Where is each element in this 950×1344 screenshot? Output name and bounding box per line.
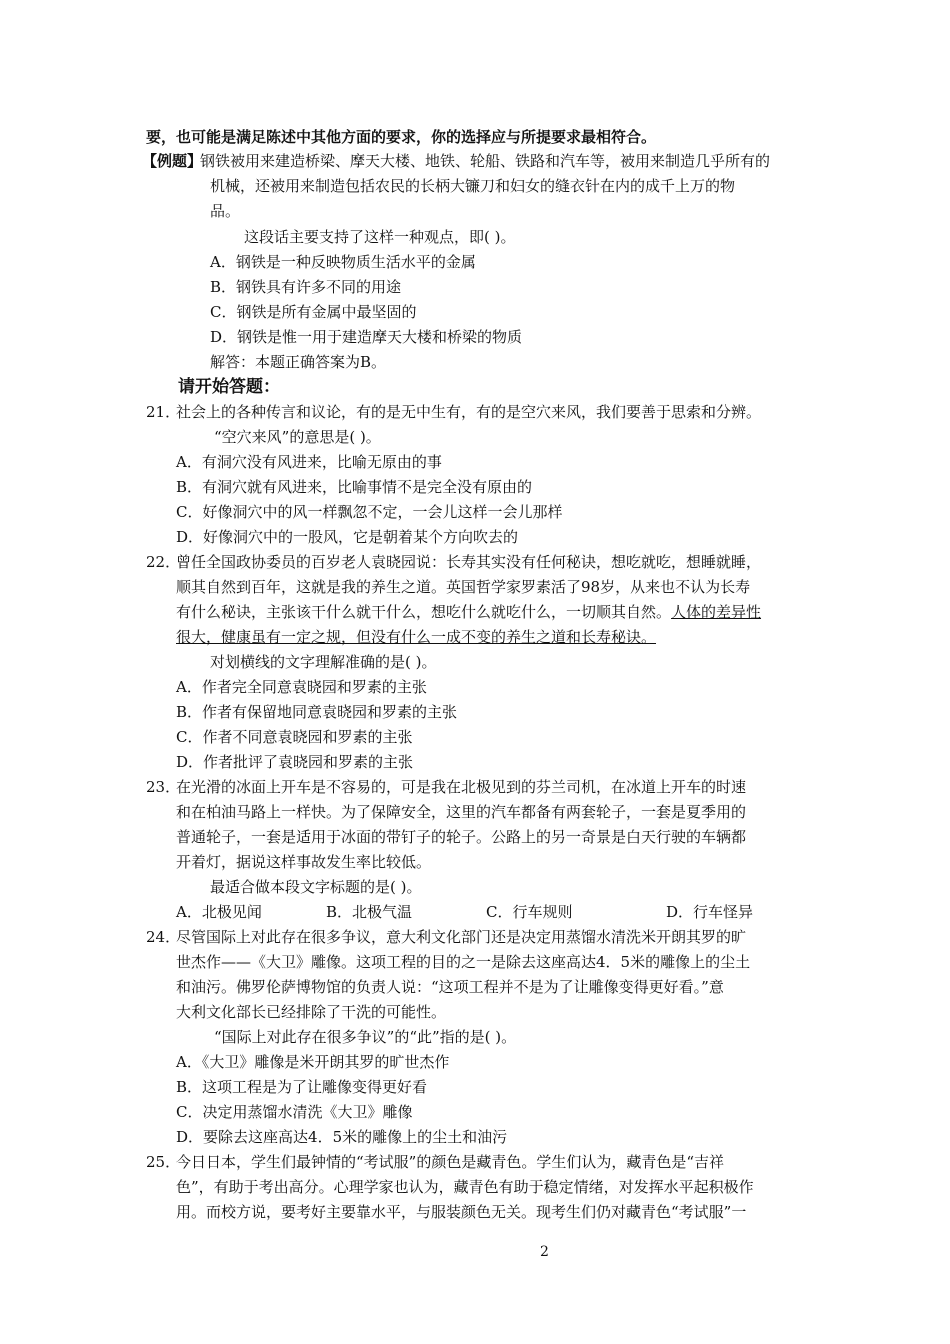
question-text-line: 曾任全国政协委员的百岁老人袁晓园说：长寿其实没有任何秘诀，想吃就吃，想睡就睡， [176,553,762,571]
question-text-line: 社会上的各种传言和议论，有的是无中生有，有的是空穴来风，我们要善于思索和分辨。 [176,403,762,421]
start-heading: 请开始答题： [178,377,280,397]
example-option: B．钢铁具有许多不同的用途 [210,278,402,296]
answer-option: D．作者批评了袁晓园和罗素的主张 [176,753,414,771]
question-text-segment: 有什么秘诀，主张该干什么就干什么，想吃什么就吃什么，一切顺其自然。 [176,603,672,621]
question-text-line: 和油污。佛罗伦萨博物馆的负责人说：“这项工程并不是为了让雕像变得更好看。”意 [176,978,724,996]
question-number: 21． [146,403,181,421]
question-text-line: 世杰作——《大卫》雕像。这项工程的目的之一是除去这座高达4．5米的雕像上的尘土 [176,953,751,971]
example-tag: 【例题】 [142,152,203,170]
answer-option: A．北极见闻 [176,903,262,921]
answer-option: C．作者不同意袁晓园和罗素的主张 [176,728,413,746]
example-option: A．钢铁是一种反映物质生活水平的金属 [210,253,476,271]
question-text-line: 普通轮子，一套是适用于冰面的带钉子的轮子。公路上的另一奇景是白天行驶的车辆都 [176,828,747,846]
page-number: 2 [540,1244,549,1260]
answer-option: C．行车规则 [486,903,573,921]
question-number: 22． [146,553,181,571]
question-number: 24． [146,928,181,946]
answer-option: B．北极气温 [326,903,413,921]
question-number: 23． [146,778,181,796]
answer-option: B．有洞穴就有风进来，比喻事情不是完全没有原由的 [176,478,533,496]
question-text-line: 今日日本，学生们最钟情的“考试服”的颜色是藏青色。学生们认为，藏青色是“吉祥 [176,1153,725,1171]
intro-text: 要，也可能是满足陈述中其他方面的要求，你的选择应与所提要求最相符合。 [146,128,657,146]
question-prompt: “空穴来风”的意思是( )。 [214,428,381,446]
question-text-line: 色”，有助于考出高分。心理学家也认为，藏青色有助于稳定情绪，对发挥水平起积极作 [176,1178,754,1196]
question-prompt: “国际上对此存在很多争议”的“此”指的是( )。 [214,1028,517,1046]
answer-option: D．行车怪异 [666,903,754,921]
answer-option: A．作者完全同意袁晓园和罗素的主张 [176,678,427,696]
question-text-line: 用。而校方说，要考好主要靠水平，与服装颜色无关。现考生们仍对藏青色“考试服”一 [176,1203,747,1221]
underlined-text: 人体的差异性 [671,603,762,621]
question-text-line: 和在柏油马路上一样快。为了保障安全，这里的汽车都备有两套轮子，一套是夏季用的 [176,803,747,821]
question-prompt: 最适合做本段文字标题的是( )。 [210,878,422,896]
question-text-line [176,601,761,623]
question-text-line: 大利文化部长已经排除了干洗的可能性。 [176,1003,447,1021]
answer-option: C．决定用蒸馏水清洗《大卫》雕像 [176,1103,413,1121]
answer-option: A．有洞穴没有风进来，比喻无原由的事 [176,453,442,471]
underlined-text: 很大，健康虽有一定之规，但没有什么一成不变的养生之道和长寿秘诀。 [176,628,657,646]
answer-option: B．作者有保留地同意袁晓园和罗素的主张 [176,703,458,721]
answer-option: C．好像洞穴中的风一样飘忽不定，一会儿这样一会儿那样 [176,503,563,521]
question-text-line: 在光滑的冰面上开车是不容易的，可是我在北极见到的芬兰司机，在冰道上开车的时速 [176,778,747,796]
answer-option: A．《大卫》雕像是米开朗其罗的旷世杰作 [176,1053,450,1071]
question-number: 25． [146,1153,181,1171]
answer-option: D．好像洞穴中的一股风，它是朝着某个方向吹去的 [176,528,519,546]
question-prompt: 对划横线的文字理解准确的是( )。 [210,653,437,671]
answer-option: B．这项工程是为了让雕像变得更好看 [176,1078,428,1096]
question-text-line: 顺其自然到百年，这就是我的养生之道。英国哲学家罗素活了98岁，从来也不认为长寿 [176,578,751,596]
example-option: D．钢铁是惟一用于建造摩天大楼和桥梁的物质 [210,328,523,346]
example-text-line: 钢铁被用来建造桥梁、摩天大楼、地铁、轮船、铁路和汽车等，被用来制造几乎所有的 [200,152,771,170]
example-question: 这段话主要支持了这样一种观点，即( )。 [244,228,516,246]
example-answer: 解答：本题正确答案为B。 [210,353,387,371]
example-text-line: 机械，还被用来制造包括农民的长柄大镰刀和妇女的缝衣针在内的成千上万的物 [210,177,736,195]
question-text-line: 开着灯，据说这样事故发生率比较低。 [176,853,432,871]
example-option: C．钢铁是所有金属中最坚固的 [210,303,417,321]
question-text-line: 尽管国际上对此存在很多争议，意大利文化部门还是决定用蒸馏水清洗米开朗其罗的旷 [176,928,747,946]
example-text-line: 品。 [210,202,241,220]
answer-option: D．要除去这座高达4．5米的雕像上的尘土和油污 [176,1128,508,1146]
